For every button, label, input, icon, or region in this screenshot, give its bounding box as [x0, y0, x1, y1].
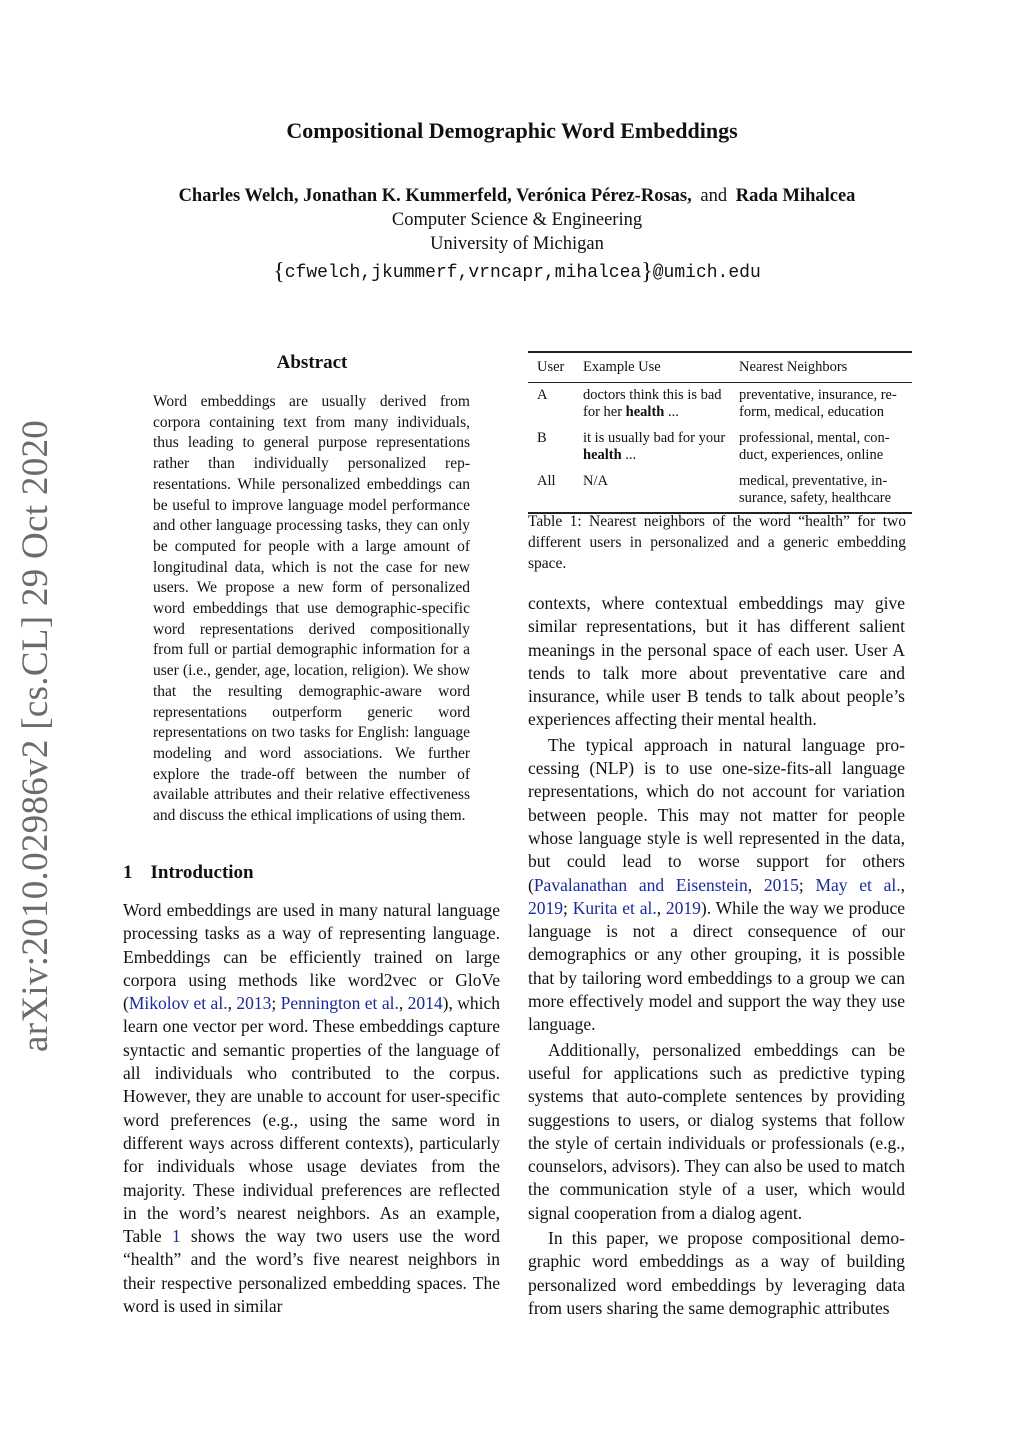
table-row — [528, 426, 912, 469]
text-run: it is usually bad for your — [583, 429, 726, 446]
text-run: doctors think this is bad for her — [583, 386, 722, 420]
text-run: N/A — [583, 472, 608, 489]
citation-year-link[interactable]: 2013 — [236, 993, 272, 1014]
email-close-brace: } — [641, 259, 653, 285]
text-run: , — [398, 993, 408, 1014]
author-list — [0, 186, 1024, 207]
text-run: ). While the way we produce language is not a direct consequence of our demographics or any other grouping, it is possible that by tailoring word embeddings to a group we can more effectively model and support the way they use language. — [528, 897, 905, 1035]
cell-neighbors: professional, mental, conduct, experiences, online — [739, 429, 890, 463]
intro-paragraph-1 — [123, 899, 500, 1318]
abstract-heading: Abstract — [276, 352, 348, 373]
cell-user: B — [537, 429, 547, 446]
text-run: , — [227, 993, 237, 1014]
header-example-use: Example Use — [579, 352, 735, 382]
arxiv-identifier: arXiv:2010.02986v2 [cs.CL] 29 Oct 2020 — [15, 419, 56, 1052]
text-run: ), which learn one vector per word. These embeddings capture syntactic and semantic properties of the language of all individuals who contributed to the corpus. However, they are unable to account for user-specific word preferences (e.g., using the same word in different ways across different contexts), particularly for individuals whose usage deviates from the majority. These individual preferences are reflected in the word’s nearest neighbors. As an example, Table — [123, 993, 501, 1247]
text-run: ... — [664, 404, 679, 420]
header-user: User — [528, 352, 579, 382]
citation-year-link[interactable]: 2019 — [665, 897, 701, 918]
email-users: cfwelch,jkummerf,vrncapr,mihalcea — [284, 263, 642, 283]
text-run: ; — [563, 897, 573, 918]
table-row — [528, 382, 912, 426]
text-run: shows the way two users use the word “health” and the word’s five nearest neighbors in their respective personalized embedding spaces. The word is used in similar — [123, 1226, 500, 1317]
citation-link[interactable]: Pavalanathan and Eisenstein — [533, 874, 748, 895]
section-heading — [123, 862, 254, 884]
author-last: Rada Mihalcea — [735, 186, 856, 206]
authors-and: and — [700, 186, 728, 206]
text-run: The typical approach in natural language processing (NLP) is to use one-size-fits-all language representations, which do not account for variation between people. This may not matter for people whose language style is well represented in the data, but could lead to worse support for others ( — [528, 734, 905, 895]
section-number: 1 — [123, 862, 133, 883]
text-run: Word embeddings are used in many natural language processing tasks as a way of representing language. Embeddings can be efficiently trained on large corpora using methods like word2vec or GloVe ( — [123, 900, 500, 1014]
cell-user: All — [537, 472, 556, 489]
table-caption: Table 1: Nearest neighbors of the word “health” for two different users in personalized and a generic embedding space. — [528, 513, 906, 572]
cell-example-use — [579, 382, 735, 426]
citation-year-link[interactable]: 2014 — [407, 993, 443, 1014]
cell-example-use — [579, 426, 735, 469]
highlighted-word: health — [583, 447, 622, 463]
text-run: ; — [798, 874, 816, 895]
authors-main: Charles Welch, Jonathan K. Kummerfeld, Verónica Pérez-Rosas, — [178, 186, 692, 206]
intro-paragraph-3: Additionally, personalized embeddings can be useful for applications such as predictive typing systems that auto-complete sentences by providing suggestions to users, or dialog systems that follow the style of certain individuals or professionals (e.g., counselors, advisors). They can also be used to match the communication style of a user, which would signal cooperation from a dialog agent. — [528, 1039, 905, 1223]
intro-paragraph-4: In this paper, we propose compositional demographic word embeddings as a way of building personalized word embeddings by leveraging data from users sharing the same demographic attributes — [528, 1228, 905, 1318]
author-emails — [0, 257, 1024, 284]
table-row — [528, 469, 912, 513]
text-run: ... — [621, 447, 637, 463]
email-open-brace: { — [273, 259, 285, 285]
highlighted-word: health — [625, 404, 665, 420]
cell-user: A — [537, 386, 548, 403]
abstract-text: Word embeddings are usually derived from corpora containing text from many individuals, thus leading to general purpose representations rather than individually personalized representations. While personalized embeddings can be useful to improve language model performance and other language processing tasks, they can only be computed for people with a large amount of longitudinal data, which is not the case for new users. We propose a new form of personalized word embeddings that use demographic-specific word representations derived compositionally from full or partial demographic information for a user (i.e., gender, age, location, religion). We show that the resulting demographic-aware word representations outperform generic word representations on two tasks for English: language modeling and word associations. We further explore the trade-off between the number of available attributes and their relative effectiveness and discuss the ethical implications of using them. — [153, 393, 470, 825]
affiliation-dept: Computer Science & Engineering — [391, 210, 643, 230]
cell-neighbors: preventative, insurance, reform, medical, education — [739, 386, 897, 420]
text-run: , — [747, 874, 764, 895]
affiliation-university: University of Michigan — [430, 234, 604, 254]
nearest-neighbors-table — [528, 351, 912, 514]
email-domain: @umich.edu — [652, 263, 761, 283]
intro-paragraph-2 — [528, 734, 905, 1037]
paper-title: Compositional Demographic Word Embeddings — [286, 118, 738, 143]
citation-link[interactable]: Mikolov et al. — [128, 993, 228, 1014]
citation-link[interactable]: Pennington et al. — [280, 993, 399, 1014]
citation-year-link[interactable]: 2019 — [528, 897, 563, 918]
citation-link[interactable]: Kurita et al. — [572, 897, 657, 918]
cell-example-use — [579, 469, 735, 513]
intro-left-column — [123, 899, 500, 1318]
text-run: ; — [271, 993, 281, 1014]
table-reference-link[interactable]: 1 — [171, 1226, 181, 1247]
table-header-row — [528, 352, 912, 382]
intro-right-column — [528, 592, 905, 1320]
text-run: , — [900, 874, 905, 895]
section-title: Introduction — [150, 862, 254, 883]
header-nearest-neighbors: Nearest Neighbors — [735, 352, 912, 382]
cell-neighbors: medical, preventative, insurance, safety, healthcare — [739, 472, 892, 506]
text-run: , — [656, 897, 666, 918]
citation-link[interactable]: May et al. — [815, 874, 901, 895]
intro-paragraph-continued: contexts, where contextual embeddings may give similar representations, but it has different salient meanings in the personal space of each user. User A tends to talk more about preventative care and insurance, while user B tends to talk about people’s experiences affecting their mental health. — [528, 593, 905, 730]
citation-year-link[interactable]: 2015 — [763, 874, 799, 895]
